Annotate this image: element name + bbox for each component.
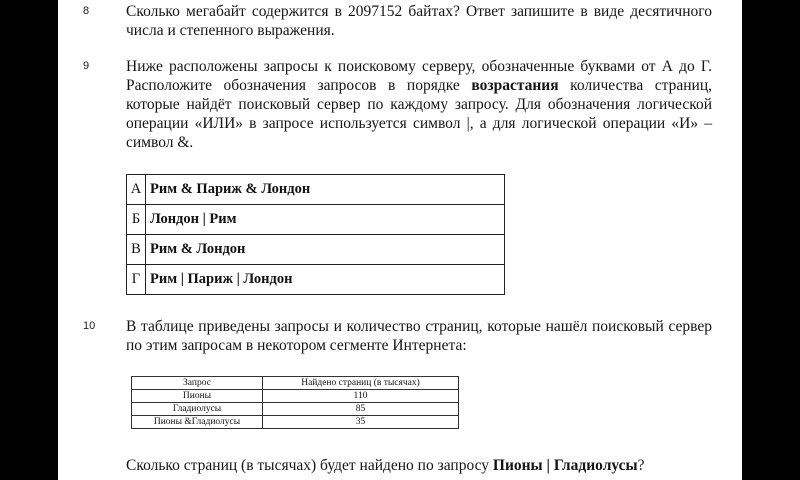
- question-10-number: 10: [83, 320, 96, 332]
- table-row: [127, 235, 505, 265]
- question-9-text: [126, 57, 712, 152]
- document-page: [58, 0, 742, 480]
- table-row: [132, 403, 459, 416]
- table-row: [132, 416, 459, 429]
- question-10-text: В таблице приведены запросы и количество страниц, которые нашёл поисковый сервер по этим запросам в некотором сегменте Интернета:: [126, 318, 712, 354]
- cell-query: Пионы: [132, 390, 263, 403]
- question-9-text-part1: Ниже расположены запросы к поисковому серверу, обозначенные буквами от А до Г. Расположите обозначения запросов в порядке: [126, 58, 712, 94]
- cell-query: Гладиолусы: [132, 403, 263, 416]
- column-header-query: Запрос: [132, 377, 263, 390]
- row-letter: А: [127, 175, 146, 205]
- question-8-number: 8: [83, 5, 90, 17]
- cell-query: Пионы &Гладиолусы: [132, 416, 263, 429]
- table-row: [127, 175, 505, 205]
- final-text-bold: Пионы | Гладиолусы: [492, 457, 638, 474]
- row-query: Рим & Париж & Лондон: [146, 175, 505, 205]
- question-8-text: Сколько мегабайт содержится в 2097152 байтах? Ответ запишите в виде десятичного числа и степенного выражения.: [126, 3, 712, 39]
- table-row: [127, 205, 505, 235]
- query-table-q9: [126, 174, 505, 295]
- table-row: [127, 265, 505, 295]
- row-letter: В: [127, 235, 146, 265]
- question-9-number: 9: [83, 60, 90, 72]
- final-text-part2: ?: [637, 457, 645, 474]
- cell-pages: 35: [263, 416, 459, 429]
- table-row: [132, 390, 459, 403]
- question-10-final: [126, 456, 726, 475]
- cell-pages: 110: [263, 390, 459, 403]
- cell-pages: 85: [263, 403, 459, 416]
- row-query: Рим | Париж | Лондон: [146, 265, 505, 295]
- table-header-row: [132, 377, 459, 390]
- question-9-text-bold: возрастания: [471, 77, 559, 94]
- search-results-table-q10: [131, 376, 459, 429]
- row-query: Лондон | Рим: [146, 205, 505, 235]
- row-query: Рим & Лондон: [146, 235, 505, 265]
- final-text-part1: Сколько страниц (в тысячах) будет найдено по запросу: [126, 457, 493, 474]
- row-letter: Г: [127, 265, 146, 295]
- question-9-text-part2: количества страниц, которые найдёт поисковый сервер по каждому запросу. Для обозначения логической операции «ИЛИ» в запросе используется символ |, а для логической операции «И» – символ &.: [126, 77, 713, 151]
- column-header-pages: Найдено страниц (в тысячах): [263, 377, 459, 390]
- row-letter: Б: [127, 205, 146, 235]
